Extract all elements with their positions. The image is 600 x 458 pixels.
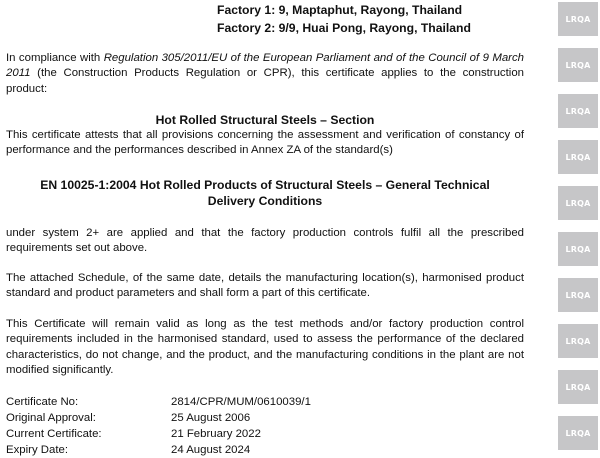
standard-title: EN 10025-1:2004 Hot Rolled Products of Structural Steels – General Technical Delivery Conditions: [40, 178, 490, 209]
lrqa-logo-tile: [558, 48, 598, 82]
lrqa-logo-text: LRQA: [565, 290, 591, 300]
lrqa-logo-text: LRQA: [565, 152, 591, 162]
lrqa-logo-tile: [558, 140, 598, 174]
lrqa-logo-text: LRQA: [565, 244, 591, 254]
validity-paragraph: This Certificate will remain valid as long as the test methods and/or factory production control requirements included in the harmonised standard, used to assess the performance of the declared characteristics, do not change, and the product, and the manufacturing conditions in the plant are not modified significantly.: [6, 318, 524, 377]
lrqa-logo-tile: [558, 2, 598, 36]
meta-value: 2814/CPR/MUM/0610039/1: [171, 396, 311, 408]
lrqa-logo-text: LRQA: [565, 428, 591, 438]
lrqa-logo-tile: [558, 416, 598, 450]
attest-paragraph: This certificate attests that all provisions concerning the assessment and verification of constancy of performance and the performances described in Annex ZA of the standard(s): [6, 129, 524, 157]
meta-value: 25 August 2006: [171, 412, 251, 424]
factory-1-address: Factory 1: 9, Maptaphut, Rayong, Thailand: [217, 3, 463, 17]
meta-label: Certificate No:: [6, 396, 79, 408]
system-paragraph: under system 2+ are applied and that the factory production controls fulfil all the prescribed requirements set out above.: [6, 227, 524, 255]
lrqa-logo-text: LRQA: [565, 336, 591, 346]
product-title: Hot Rolled Structural Steels – Section: [155, 113, 375, 127]
meta-label: Current Certificate:: [6, 428, 102, 440]
meta-value: 24 August 2024: [171, 444, 251, 456]
lrqa-logo-tile: [558, 94, 598, 128]
regulation-reference: Regulation 305/2011/EU of the European Parliament and of the Council of 9 March 2011: [6, 52, 525, 80]
lrqa-logo-text: LRQA: [565, 60, 591, 70]
lrqa-logo-text: LRQA: [565, 14, 591, 24]
lrqa-logo-strip: [556, 0, 600, 450]
compliance-prefix: In compliance with: [6, 52, 104, 64]
factory-2-address: Factory 2: 9/9, Huai Pong, Rayong, Thailand: [217, 21, 471, 35]
lrqa-logo-tile: [558, 370, 598, 404]
lrqa-logo-tile: [558, 186, 598, 220]
lrqa-logo-tile: [558, 324, 598, 358]
lrqa-logo-text: LRQA: [565, 198, 591, 208]
meta-label: Original Approval:: [6, 412, 96, 424]
meta-value: 21 February 2022: [171, 428, 261, 440]
compliance-paragraph: [6, 51, 524, 97]
lrqa-logo-text: LRQA: [565, 106, 591, 116]
lrqa-logo-tile: [558, 232, 598, 266]
schedule-paragraph: The attached Schedule, of the same date, details the manufacturing location(s), harmonised product standard and product parameters and shall form a part of this certificate.: [6, 272, 524, 300]
lrqa-logo-text: LRQA: [565, 382, 591, 392]
meta-label: Expiry Date:: [6, 444, 69, 456]
lrqa-logo-tile: [558, 278, 598, 312]
compliance-suffix: (the Construction Products Regulation or CPR), this certificate applies to the construction product:: [6, 67, 524, 95]
